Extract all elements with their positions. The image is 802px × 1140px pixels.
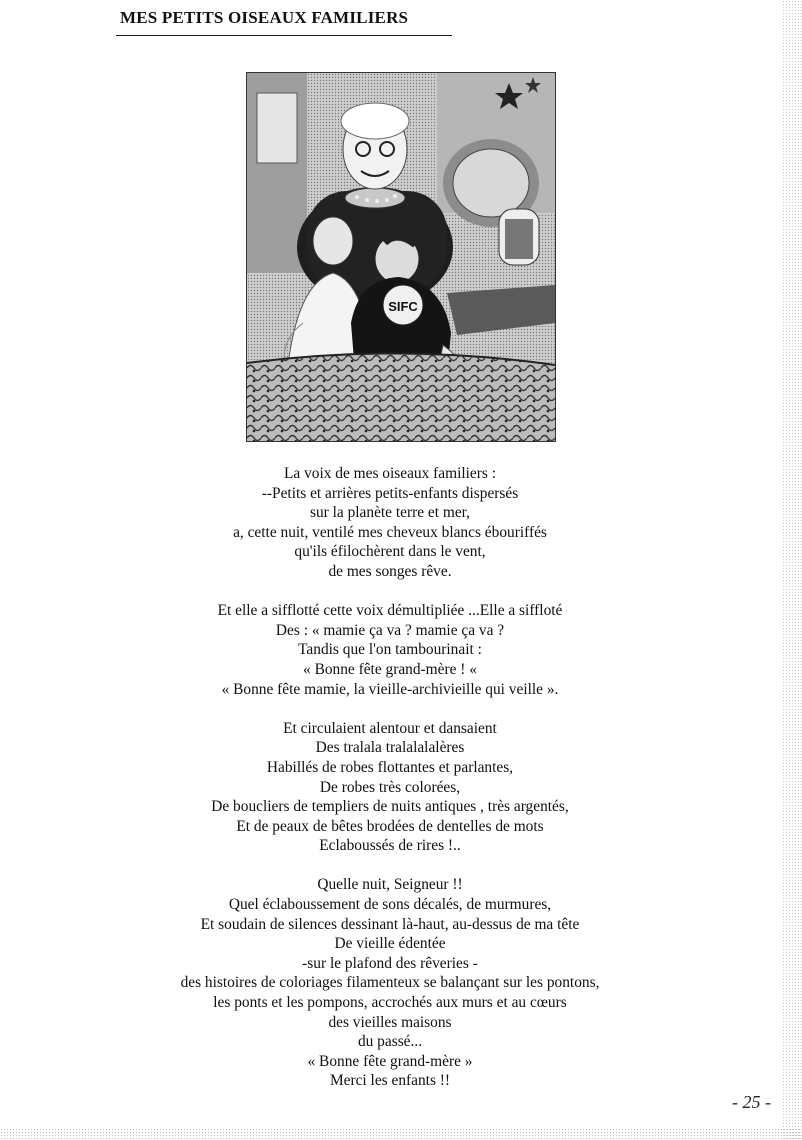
poem-line: Habillés de robes flottantes et parlantes, [266, 758, 514, 776]
poem-line: Et elle a sifflotté cette voix démultipliée ...Elle a siffloté [217, 602, 563, 620]
poem-line: -sur le plafond des rêveries - [302, 954, 478, 972]
family-photo [246, 72, 556, 442]
scan-noise-right [782, 0, 802, 1140]
poem-line: sur la planète terre et mer, [309, 504, 471, 522]
poem-line: qu'ils éfilochèrent dans le vent, [294, 543, 486, 561]
poem-stanza [60, 464, 720, 582]
poem-line: De boucliers de templiers de nuits antiques , très argentés, [211, 798, 569, 816]
poem-line: Quelle nuit, Seigneur !! [317, 876, 463, 894]
poem-line: Et soudain de silences dessinant là-haut, au-dessus de ma tête [200, 915, 580, 933]
poem-line: Des tralala tralalalalères [315, 739, 465, 757]
poem-line: les ponts et les pompons, accrochés aux murs et au cœurs [213, 994, 567, 1012]
poem-line: De vieille édentée [334, 935, 446, 953]
poem-line: « Bonne fête mamie, la vieille-archivieille qui veille ». [221, 680, 559, 698]
poem-stanza [60, 875, 720, 1091]
poem-line: Eclaboussés de rires !.. [319, 837, 461, 855]
poem-line: Quel éclaboussement de sons décalés, de murmures, [228, 896, 552, 914]
poem-line: Et circulaient alentour et dansaient [283, 719, 497, 737]
poem-stanza [60, 601, 720, 699]
poem-line: La voix de mes oiseaux familiers : [284, 465, 496, 482]
poem-line: Tandis que l'on tambourinait : [298, 641, 482, 659]
poem-stanza [60, 719, 720, 856]
poem-line: Et de peaux de bêtes brodées de dentelles de mots [236, 817, 544, 835]
shirt-logo-text: SIFC [388, 299, 418, 314]
poem-line: des vieilles maisons [328, 1013, 452, 1031]
page-title: MES PETITS OISEAUX FAMILIERS [120, 8, 409, 27]
poem-line: « Bonne fête grand-mère ! « [303, 660, 477, 678]
poem-line: --Petits et arrières petits-enfants dispersés [261, 484, 519, 502]
poem [60, 464, 720, 1091]
poem-line: du passé... [357, 1033, 423, 1051]
poem-line: a, cette nuit, ventilé mes cheveux blancs ébouriffés [233, 523, 547, 541]
poem-line: Des : « mamie ça va ? mamie ça va ? [275, 621, 505, 639]
poem-line: Merci les enfants !! [329, 1072, 451, 1090]
title-underline [116, 35, 452, 36]
poem-line: de mes songes rêve. [328, 562, 452, 580]
poem-line: des histoires de coloriages filamenteux se balançant sur les pontons, [180, 974, 600, 992]
family-photo-illustration [247, 73, 555, 441]
poem-line: De robes très colorées, [319, 778, 461, 796]
poem-line: « Bonne fête grand-mère » [307, 1052, 473, 1070]
scan-noise-bottom [0, 1128, 802, 1140]
page-number: - 25 - [732, 1092, 771, 1112]
